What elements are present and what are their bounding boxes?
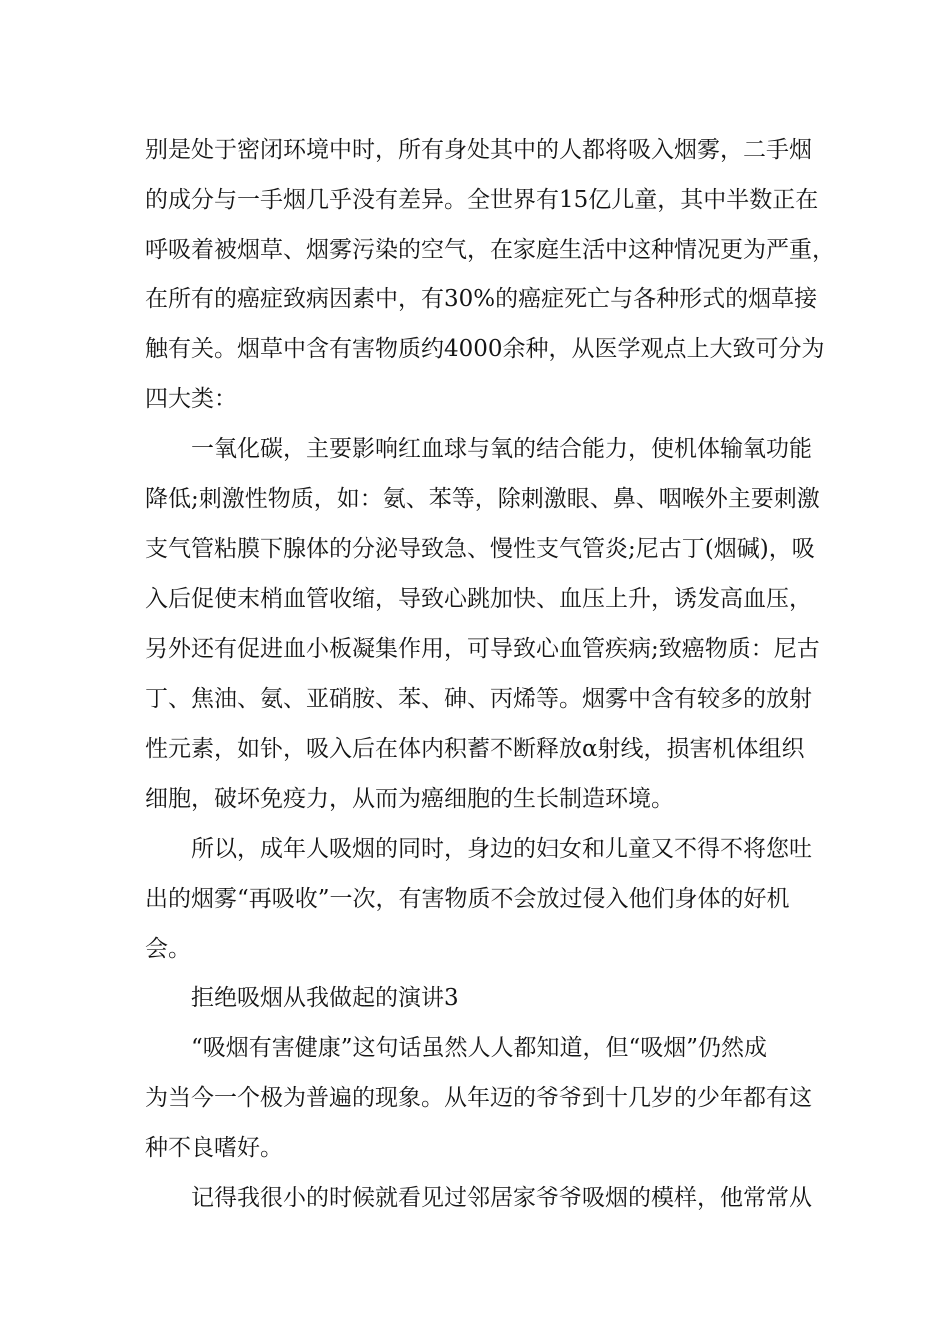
- text-line: [0, 1078, 950, 1118]
- text-line-content: 的成分与一手烟几乎没有差异。全世界有15亿儿童，其中半数正在: [145, 187, 819, 213]
- text-line: [0, 329, 950, 369]
- text-line: [0, 929, 950, 969]
- text-line: [0, 729, 950, 769]
- text-line: [0, 379, 950, 419]
- text-line: [0, 879, 950, 919]
- text-line: [0, 429, 950, 469]
- text-line-content: 记得我很小的时候就看见过邻居家爷爷吸烟的模样，他常常从: [191, 1185, 812, 1211]
- text-line-content: 种不良嗜好。: [145, 1135, 283, 1161]
- text-line-content: 在所有的癌症致病因素中，有30%的癌症死亡与各种形式的烟草接: [145, 286, 818, 312]
- section-heading-text: 拒绝吸烟从我做起的演讲3: [191, 985, 459, 1011]
- text-line-content: 性元素，如钋，吸入后在体内积蓄不断释放α射线，损害机体组织: [145, 736, 805, 762]
- text-line-content: “吸烟有害健康”这句话虽然人人都知道，但“吸烟”仍然成: [191, 1035, 768, 1061]
- text-line-content: 另外还有促进血小板凝集作用，可导致心血管疾病;致癌物质：尼古: [145, 636, 820, 662]
- text-line: [0, 679, 950, 719]
- text-line-content: 丁、焦油、氨、亚硝胺、苯、砷、丙烯等。烟雾中含有较多的放射: [145, 686, 812, 712]
- text-line: [0, 579, 950, 619]
- text-line: [0, 180, 950, 220]
- text-line-content: 细胞，破坏免疫力，从而为癌细胞的生长制造环境。: [145, 786, 674, 812]
- text-line: [0, 779, 950, 819]
- text-line: [0, 479, 950, 519]
- section-heading: [0, 978, 950, 1018]
- text-line-content: 出的烟雾“再吸收”一次，有害物质不会放过侵入他们身体的好机: [145, 886, 790, 912]
- text-line: [0, 529, 950, 569]
- text-line-content: 为当今一个极为普遍的现象。从年迈的爷爷到十几岁的少年都有这: [145, 1085, 812, 1111]
- text-line: [0, 829, 950, 869]
- text-line: [0, 279, 950, 319]
- text-line-content: 会。: [145, 936, 191, 962]
- text-line-content: 支气管粘膜下腺体的分泌导致急、慢性支气管炎;尼古丁(烟碱)，吸: [145, 536, 815, 562]
- text-line: [0, 130, 950, 170]
- text-line: [0, 1028, 950, 1068]
- text-line-content: 触有关。烟草中含有害物质约4000余种，从医学观点上大致可分为: [145, 336, 825, 362]
- text-line: [0, 1178, 950, 1218]
- text-line-content: 入后促使末梢血管收缩，导致心跳加快、血压上升，诱发高血压，: [145, 586, 812, 612]
- text-line: [0, 629, 950, 669]
- text-line-content: 一氧化碳，主要影响红血球与氧的结合能力，使机体输氧功能: [191, 436, 812, 462]
- text-line-content: 所以，成年人吸烟的同时，身边的妇女和儿童又不得不将您吐: [191, 836, 812, 862]
- text-line-content: 别是处于密闭环境中时，所有身处其中的人都将吸入烟雾，二手烟: [145, 137, 812, 163]
- text-line: [0, 230, 950, 270]
- text-line-content: 降低;刺激性物质，如：氨、苯等，除刺激眼、鼻、咽喉外主要刺激: [145, 486, 820, 512]
- text-line-content: 四大类：: [145, 386, 237, 412]
- text-line-content: 呼吸着被烟草、烟雾污染的空气，在家庭生活中这种情况更为严重，: [145, 237, 835, 263]
- text-line: [0, 1128, 950, 1168]
